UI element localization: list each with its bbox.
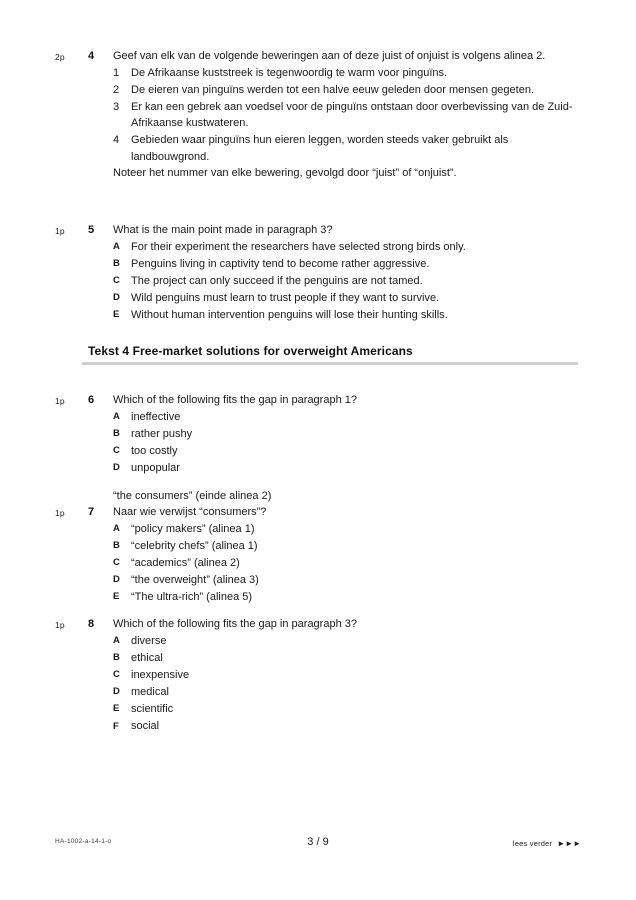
option-text: inexpensive xyxy=(131,668,190,681)
section-header-tekst-4 xyxy=(82,344,578,365)
option-key: F xyxy=(113,720,119,732)
question-options-5 xyxy=(113,239,580,324)
option-item[interactable] xyxy=(113,307,580,324)
option-item[interactable] xyxy=(113,633,580,650)
page-footer xyxy=(0,836,636,854)
option-item[interactable] xyxy=(113,650,580,667)
option-text: “academics” (alinea 2) xyxy=(131,556,240,569)
option-text: De eieren van pinguïns werden tot een halve eeuw geleden door mensen gegeten. xyxy=(131,83,535,96)
option-item[interactable] xyxy=(113,443,580,460)
option-text: “policy makers” (alinea 1) xyxy=(131,522,255,535)
option-text: Gebieden waar pinguïns hun eieren leggen, worden steeds vaker gebruikt als landbouwgrond. xyxy=(131,133,509,163)
option-key: C xyxy=(113,445,120,457)
option-text: The project can only succeed if the penguins are not tamed. xyxy=(131,274,423,287)
option-item[interactable] xyxy=(113,65,580,82)
option-text: medical xyxy=(131,685,169,698)
option-text: diverse xyxy=(131,634,167,647)
option-item[interactable] xyxy=(113,426,580,443)
option-key: D xyxy=(113,686,120,698)
question-block-7 xyxy=(55,504,580,606)
question-body-7 xyxy=(113,504,580,606)
option-text: “celebrity chefs” (alinea 1) xyxy=(131,539,258,552)
option-text: “the overweight” (alinea 3) xyxy=(131,573,259,586)
question-points-8: 1p xyxy=(55,620,65,630)
question-block-5 xyxy=(55,222,580,324)
question-body-5 xyxy=(113,222,580,324)
question-number-5: 5 xyxy=(88,224,95,236)
option-key: B xyxy=(113,258,120,270)
question-points-4: 2p xyxy=(55,52,65,62)
option-key: D xyxy=(113,462,120,474)
question-body-4 xyxy=(113,48,580,182)
question-points-7: 1p xyxy=(55,508,65,518)
question-points-5: 1p xyxy=(55,226,65,236)
option-text: “The ultra-rich” (alinea 5) xyxy=(131,590,253,603)
question-stem-5: What is the main point made in paragraph 3? xyxy=(113,224,333,236)
question-options-8 xyxy=(113,633,580,736)
option-item[interactable] xyxy=(113,521,580,538)
question-block-6 xyxy=(55,392,580,477)
option-text: social xyxy=(131,720,160,733)
question-body-6 xyxy=(113,392,580,477)
option-text: scientific xyxy=(131,702,174,715)
question-trailing-4: Noteer het nummer van elke bewering, gevolgd door “juist” of “onjuist”. xyxy=(113,167,457,180)
question-options-4 xyxy=(113,65,580,166)
section-title: Tekst 4 Free-market solutions for overweight Americans xyxy=(88,344,413,358)
option-key: 3 xyxy=(113,101,120,114)
option-key: D xyxy=(113,292,120,304)
question-block-4 xyxy=(55,48,580,182)
option-item[interactable] xyxy=(113,256,580,273)
option-item[interactable] xyxy=(113,239,580,256)
option-item[interactable] xyxy=(113,572,580,589)
section-rule xyxy=(82,362,578,365)
option-key: A xyxy=(113,523,120,535)
question-options-7 xyxy=(113,521,580,606)
option-item[interactable] xyxy=(113,538,580,555)
question-number-6: 6 xyxy=(88,394,95,406)
option-text: rather pushy xyxy=(131,427,193,440)
question-block-8 xyxy=(55,616,580,735)
option-item[interactable] xyxy=(113,273,580,290)
option-key: A xyxy=(113,241,120,253)
option-key: B xyxy=(113,540,120,552)
option-key: D xyxy=(113,574,120,586)
option-item[interactable] xyxy=(113,684,580,701)
question-stem-8: Which of the following fits the gap in paragraph 3? xyxy=(113,618,357,630)
option-item[interactable] xyxy=(113,132,580,165)
option-item[interactable] xyxy=(113,82,580,99)
continue-label: lees verder xyxy=(512,839,553,848)
option-item[interactable] xyxy=(113,589,580,606)
option-text: ineffective xyxy=(131,410,181,423)
option-text: Without human intervention penguins will lose their hunting skills. xyxy=(131,308,448,321)
option-key: C xyxy=(113,557,120,569)
exam-code: HA-1002-a-14-1-o xyxy=(55,838,112,845)
option-text: For their experiment the researchers have selected strong birds only. xyxy=(131,240,466,253)
option-item[interactable] xyxy=(113,667,580,684)
option-text: Wild penguins must learn to trust people if they want to survive. xyxy=(131,291,440,304)
option-text: ethical xyxy=(131,651,163,664)
question-stem-7: Naar wie verwijst “consumers”? xyxy=(113,506,267,518)
continue-indicator xyxy=(513,839,581,848)
option-text: too costly xyxy=(131,444,178,457)
option-key: B xyxy=(113,428,120,440)
page-number: 3 / 9 xyxy=(307,836,329,848)
question-points-6: 1p xyxy=(55,396,65,406)
option-item[interactable] xyxy=(113,701,580,718)
option-key: A xyxy=(113,411,120,423)
option-text: unpopular xyxy=(131,461,180,474)
option-key: C xyxy=(113,669,120,681)
question-number-4: 4 xyxy=(88,50,95,62)
option-key: C xyxy=(113,275,120,287)
option-item[interactable] xyxy=(113,99,580,132)
option-key: 4 xyxy=(113,134,120,147)
option-key: A xyxy=(113,635,120,647)
quote-reference-line: “the consumers” (einde alinea 2) xyxy=(113,490,272,502)
option-key: B xyxy=(113,652,120,664)
option-item[interactable] xyxy=(113,718,580,735)
option-text: Er kan een gebrek aan voedsel voor de pinguïns ontstaan door overbevissing van de Zuid-Afrikaanse kustwateren. xyxy=(131,100,573,130)
option-key: E xyxy=(113,309,120,321)
triangle-right-icon: ►►► xyxy=(557,839,581,848)
question-body-8 xyxy=(113,616,580,735)
option-text: De Afrikaanse kuststreek is tegenwoordig te warm voor pinguïns. xyxy=(131,66,448,79)
question-stem-4: Geef van elk van de volgende beweringen aan of deze juist of onjuist is volgens alinea 2. xyxy=(113,50,546,62)
question-number-7: 7 xyxy=(88,506,95,518)
question-stem-6: Which of the following fits the gap in paragraph 1? xyxy=(113,394,357,406)
option-key: E xyxy=(113,703,120,715)
option-item[interactable] xyxy=(113,460,580,477)
option-text: Penguins living in captivity tend to become rather aggressive. xyxy=(131,257,430,270)
option-item[interactable] xyxy=(113,290,580,307)
option-item[interactable] xyxy=(113,555,580,572)
option-key: E xyxy=(113,591,120,603)
option-key: 1 xyxy=(113,67,120,80)
question-number-8: 8 xyxy=(88,618,95,630)
question-options-6 xyxy=(113,409,580,477)
option-item[interactable] xyxy=(113,409,580,426)
option-key: 2 xyxy=(113,84,120,97)
